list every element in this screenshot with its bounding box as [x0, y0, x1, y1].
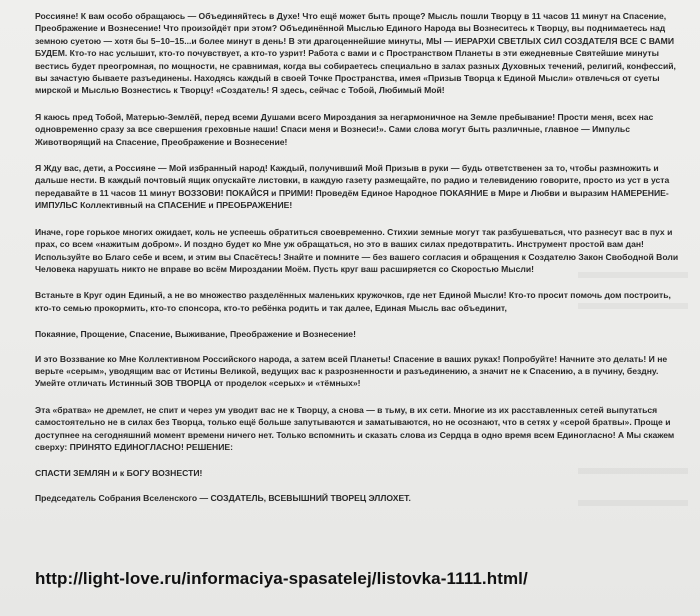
- paragraph-call-to-spread: Я Жду вас, дети, а Россияне — Мой избранный народ! Каждый, получивший Мой Призыв в руки — будь ответственен за то, чтобы размножить и дальше нести. В каждый почтовый ящик опускайте листовки, в каждую газету размещайте, по радио и телевидению говорите, просто из уст в уста передавайте в 11 часов 11 минут ВОЗЗОВИ! ПОКАЙСЯ и ПРИМИ! Проведём Единое Народное ПОКАЯНИЕ в Мире и Любви и выразим НАМЕРЕНИЕ-ИМПУЛЬС Коллективный на СПАСЕНИЕ и ПРЕОБРАЖЕНИЕ!: [35, 163, 670, 211]
- paragraph-collective-appeal: И это Воззвание ко Мне Коллективном Российского народа, а затем всей Планеты! Спасение в ваших руках! Попробуйте! Начните это делать! И не верьте «серым», уводящим вас от Истины Великой, ведущих вас к разрозненности и разъединению, а значит не к Спасению, а в пучину, бездну. Умейте отличать Истинный ЗОВ ТВОРЦА от проделок «серых» и «тёмных»!: [35, 353, 668, 389]
- paragraph-stages: Покаяние, Прощение, Спасение, Выживание, Преображение и Вознесение!: [35, 329, 356, 340]
- leaflet-body: [35, 10, 685, 518]
- source-link[interactable]: http://light-love.ru/informaciya-spasatelej/listovka-1111.html/: [35, 569, 528, 588]
- paragraph-warning: Иначе, горе горькое многих ожидает, коль не успеешь обратиться своевременно. Стихии земные могут так разбушеваться, что разнесут вас в пух и прах, со всем «нажитым добром». И поздно будет ко Мне уж обращаться, но это в ваших силах предотвратить. Инструмент простой вам дан! Используйте во Благо себе и всем, и этим вы Спасётесь! Знайте и помните — без вашего согласия и обращения к Создателю Закон Свободной Воли Человека нарушать никто не вправе во всём Мироздании Моём. Пусть круг ваш расширяется со Скоростью Мысли!: [35, 226, 679, 274]
- paragraph-repentance: Я каюсь пред Тобой, Матерью-Землёй, перед всеми Душами всего Мироздания за негармоничное на Земле пребывание! Прости меня, всех нас одновременно сразу за все свершения греховные наши! Спаси меня и Вознеси!». Сами слова могут быть различные, главное — Импульс Животворящий на Спасение, Преображение и Вознесение!: [35, 111, 654, 147]
- paragraph-circle: Встаньте в Круг один Единый, а не во множество разделённых маленьких кружочков, где нет Единой Мысли! Кто-то просит помочь дом построить, кто-то семью прокормить, кто-то спонсора, кто-то ребёнка родить и так далее, Единая Мысль вас объединит,: [35, 290, 671, 313]
- paragraph-appeal: Россияне! К вам особо обращаюсь — Объединяйтесь в Духе! Что ещё может быть проще? Мысль пошли Творцу в 11 часов 11 минут на Спасение, Преображение и Вознесение! Что произойдёт при этом? Объединённой Мыслью Единого Народа вы Вознеситесь к Творцу, вы поднимаетесь над земною суетою — хотя бы 5–10–15...и более минут в день! В эти драгоценнейшие минуты, МЫ — ИЕРАРХИ СВЕТЛЫХ СИЛ СОЗДАТЕЛЯ ВСЕ С ВАМИ БУДЕМ. Кто-то нас услышит, кто-то почувствует, а кто-то узрит! Работа с вами и с Пространством Планеты в эти ежедневные Святейшие минуты вестись будет преогромная, по мощности, не сравнимая, когда вы собираетесь специально в залах разных Духовных течений, религий, конфессий, вы зачастую бываете разъединены. Находясь каждый в своей Точке Пространства, имея «Призыв Творца к Единой Мысли» отвлечься от суеты мирской и Мыслью Вознестись к Творцу! «Создатель! Я здесь, сейчас с Тобой, Любимый Мой!: [35, 11, 676, 96]
- paragraph-decision: СПАСТИ ЗЕМЛЯН и к БОГУ ВОЗНЕСТИ!: [35, 468, 203, 479]
- signature-line: Председатель Собрания Вселенского — СОЗДАТЕЛЬ, ВСЕВЫШНИЙ ТВОРЕЦ ЭЛЛОХЕТ.: [35, 492, 411, 503]
- paragraph-brotherhood: Эта «братва» не дремлет, не спит и через ум уводит вас не к Творцу, а снова — в тьму, в их сети. Многие из их расставленных сетей выпутаться самостоятельно не в силах без Творца, только ещё больше запутываются и заматываются, но не осознают, что в сетях у «серой братвы». Проще и доступнее на сегодняшний момент времени ничего нет. Только вспомнить и сказать слова из Сердца в одно время всем Единогласно! А Мы скажем сверху: ПРИНЯТО ЕДИНОГЛАСНО! РЕШЕНИЕ:: [35, 404, 675, 452]
